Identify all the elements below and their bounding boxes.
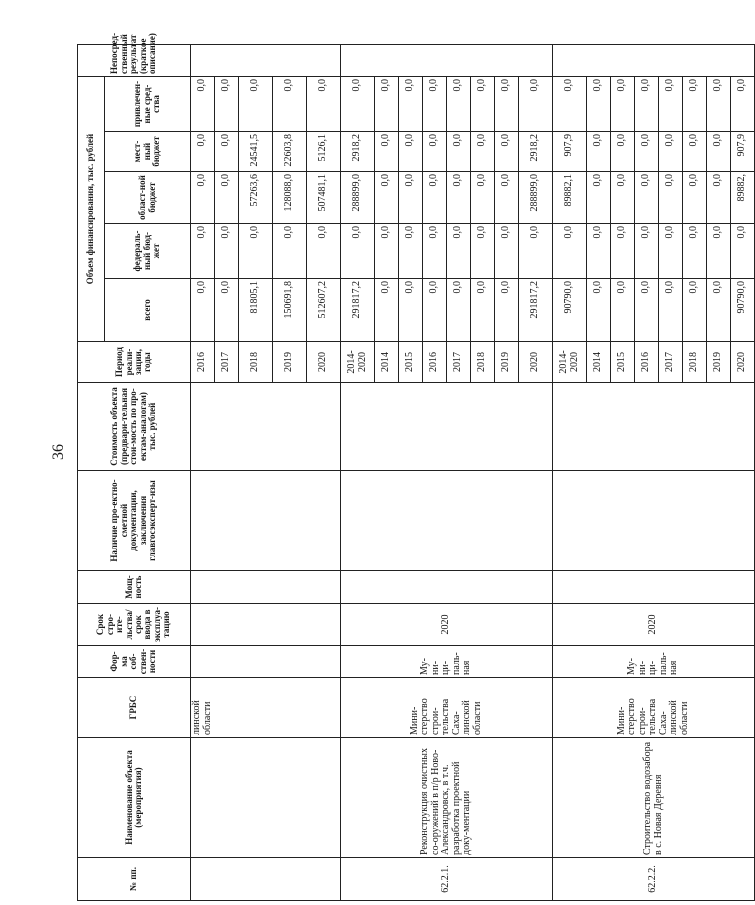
total-cell: 150691,8 xyxy=(273,279,307,342)
financing-table xyxy=(77,32,755,901)
regional-cell: 0,0 xyxy=(635,172,659,224)
regional-cell: 0,0 xyxy=(447,172,471,224)
regional-cell: 0,0 xyxy=(611,172,635,224)
attracted-cell: 0,0 xyxy=(495,77,519,132)
regional-cell: 0,0 xyxy=(683,172,707,224)
carry-result-cell xyxy=(191,45,341,77)
year-cell: 2019 xyxy=(495,342,519,383)
attracted-cell: 0,0 xyxy=(635,77,659,132)
attracted-cell: 0,0 xyxy=(659,77,683,132)
regional-cell: 128088,0 xyxy=(273,172,307,224)
regional-cell: 0,0 xyxy=(659,172,683,224)
header-design-docs: Наличие про-ектно-сметной документации, заключения главгосэксперт-изы xyxy=(78,471,191,571)
regional-cell: 0,0 xyxy=(191,172,215,224)
object-grbs-cell: Мини-стерство строи-тельства Саха-линской области xyxy=(341,678,553,738)
attracted-cell: 0,0 xyxy=(399,77,423,132)
attracted-cell: 0,0 xyxy=(375,77,399,132)
regional-cell: 0,0 xyxy=(471,172,495,224)
year-cell: 2017 xyxy=(447,342,471,383)
object-result-cell xyxy=(553,45,755,77)
regional-cell: 0,0 xyxy=(215,172,239,224)
year-cell: 2014-2020 xyxy=(553,342,587,383)
attracted-cell: 0,0 xyxy=(191,77,215,132)
object-capacity-cell xyxy=(553,571,755,604)
carry-deadline-cell xyxy=(191,604,341,646)
attracted-cell: 0,0 xyxy=(553,77,587,132)
federal-cell: 0,0 xyxy=(341,224,375,279)
regional-cell: 0,0 xyxy=(495,172,519,224)
federal-cell: 0,0 xyxy=(587,224,611,279)
object-name-cell: Реконструкция очистных со-оружений в п/р Ново-Александровск, в т.ч. разработка проектной доку-ментации xyxy=(341,738,553,858)
attracted-cell: 0,0 xyxy=(447,77,471,132)
object-no-cell: 62.2.1. xyxy=(341,858,553,901)
total-cell: 0,0 xyxy=(191,279,215,342)
local-cell: 0,0 xyxy=(659,132,683,172)
total-cell: 0,0 xyxy=(423,279,447,342)
federal-cell: 0,0 xyxy=(635,224,659,279)
total-cell: 291817,2 xyxy=(341,279,375,342)
header-period: Период реали-зации, годы xyxy=(78,342,191,383)
total-cell: 0,0 xyxy=(399,279,423,342)
object-grbs-cell: Мини-стерство строи-тельства Саха-линской области xyxy=(553,678,755,738)
federal-cell: 0,0 xyxy=(273,224,307,279)
carry-ownership-cell xyxy=(191,646,341,678)
object-ownership-cell: Му-ни-ци-паль-ная xyxy=(553,646,755,678)
year-cell: 2016 xyxy=(191,342,215,383)
total-cell: 0,0 xyxy=(683,279,707,342)
local-cell: 0,0 xyxy=(707,132,731,172)
local-cell: 0,0 xyxy=(495,132,519,172)
federal-cell: 0,0 xyxy=(423,224,447,279)
year-cell: 2016 xyxy=(423,342,447,383)
carry-docs-cell xyxy=(191,471,341,571)
local-cell: 0,0 xyxy=(471,132,495,172)
regional-cell: 507481,1 xyxy=(307,172,341,224)
object-deadline-cell: 2020 xyxy=(341,604,553,646)
carry-grbs-cell: линской области xyxy=(191,678,341,738)
local-cell: 0,0 xyxy=(399,132,423,172)
object-name-cell: Строительство водозабора в с. Новая Деревня xyxy=(553,738,755,858)
object-docs-cell xyxy=(553,471,755,571)
federal-cell: 0,0 xyxy=(239,224,273,279)
federal-cell: 0,0 xyxy=(399,224,423,279)
header-row xyxy=(78,45,105,901)
total-cell: 0,0 xyxy=(471,279,495,342)
year-cell: 2015 xyxy=(399,342,423,383)
header-financing: Объем финансирования, тыс. рублей xyxy=(78,77,105,342)
federal-cell: 0,0 xyxy=(659,224,683,279)
table-row xyxy=(191,45,215,901)
header-capacity: Мощ-ность xyxy=(78,571,191,604)
year-cell: 2017 xyxy=(215,342,239,383)
attracted-cell: 0,0 xyxy=(423,77,447,132)
year-cell: 2014 xyxy=(375,342,399,383)
local-cell: 907,9 xyxy=(731,132,755,172)
attracted-cell: 0,0 xyxy=(683,77,707,132)
header-deadline: Срок стро-ите-льства/срок ввода в эксплуа-тацию xyxy=(78,604,191,646)
total-cell: 0,0 xyxy=(587,279,611,342)
year-cell: 2019 xyxy=(707,342,731,383)
carry-capacity-cell xyxy=(191,571,341,604)
table-row xyxy=(553,45,587,901)
local-cell: 24541,5 xyxy=(239,132,273,172)
federal-cell: 0,0 xyxy=(683,224,707,279)
header-federal: федераль-ный бюд-жет xyxy=(105,224,191,279)
year-cell: 2014 xyxy=(587,342,611,383)
attracted-cell: 0,0 xyxy=(341,77,375,132)
local-cell: 0,0 xyxy=(215,132,239,172)
year-cell: 2020 xyxy=(307,342,341,383)
total-cell: 90790,0 xyxy=(553,279,587,342)
federal-cell: 0,0 xyxy=(447,224,471,279)
attracted-cell: 0,0 xyxy=(731,77,755,132)
federal-cell: 0,0 xyxy=(707,224,731,279)
regional-cell: 288899,0 xyxy=(519,172,553,224)
object-ownership-cell: Му-ни-ци-паль-ная xyxy=(341,646,553,678)
total-cell: 0,0 xyxy=(659,279,683,342)
object-docs-cell xyxy=(341,471,553,571)
regional-cell: 57263,6 xyxy=(239,172,273,224)
attracted-cell: 0,0 xyxy=(611,77,635,132)
federal-cell: 0,0 xyxy=(553,224,587,279)
object-capacity-cell xyxy=(341,571,553,604)
federal-cell: 0,0 xyxy=(215,224,239,279)
header-local: мест-ный бюджет xyxy=(105,132,191,172)
local-cell: 2918,2 xyxy=(519,132,553,172)
year-cell: 2020 xyxy=(731,342,755,383)
local-cell: 0,0 xyxy=(611,132,635,172)
total-cell: 0,0 xyxy=(215,279,239,342)
local-cell: 0,0 xyxy=(375,132,399,172)
federal-cell: 0,0 xyxy=(519,224,553,279)
attracted-cell: 0,0 xyxy=(471,77,495,132)
object-cost-cell xyxy=(341,383,553,471)
federal-cell: 0,0 xyxy=(495,224,519,279)
local-cell: 907,9 xyxy=(553,132,587,172)
header-attracted: привлечен-ные сред-ства xyxy=(105,77,191,132)
document-page xyxy=(77,32,748,901)
local-cell: 0,0 xyxy=(447,132,471,172)
attracted-cell: 0,0 xyxy=(239,77,273,132)
carry-no-cell xyxy=(191,858,341,901)
regional-cell: 288899,0 xyxy=(341,172,375,224)
year-cell: 2014-2020 xyxy=(341,342,375,383)
carry-cost-cell xyxy=(191,383,341,471)
regional-cell: 0,0 xyxy=(399,172,423,224)
page-number: 36 xyxy=(50,444,67,460)
total-cell: 0,0 xyxy=(707,279,731,342)
federal-cell: 0,0 xyxy=(611,224,635,279)
regional-cell: 89882,1 xyxy=(553,172,587,224)
total-cell: 0,0 xyxy=(611,279,635,342)
local-cell: 0,0 xyxy=(635,132,659,172)
total-cell: 0,0 xyxy=(447,279,471,342)
local-cell: 22603,8 xyxy=(273,132,307,172)
year-cell: 2019 xyxy=(273,342,307,383)
header-cost: Стоимость объекта (предвари-тельная стои-мость по про-ектам-аналогам) тыс. рублей xyxy=(78,383,191,471)
attracted-cell: 0,0 xyxy=(519,77,553,132)
header-no: № пп. xyxy=(78,858,191,901)
object-deadline-cell: 2020 xyxy=(553,604,755,646)
attracted-cell: 0,0 xyxy=(307,77,341,132)
header-result: Непосред-ственный результат (краткое описание) xyxy=(78,45,191,77)
regional-cell: 0,0 xyxy=(587,172,611,224)
regional-cell: 0,0 xyxy=(707,172,731,224)
year-cell: 2020 xyxy=(519,342,553,383)
year-cell: 2018 xyxy=(471,342,495,383)
object-result-cell xyxy=(341,45,553,77)
year-cell: 2018 xyxy=(239,342,273,383)
total-cell: 90790,0 xyxy=(731,279,755,342)
total-cell: 0,0 xyxy=(635,279,659,342)
object-no-cell: 62.2.2. xyxy=(553,858,755,901)
federal-cell: 0,0 xyxy=(191,224,215,279)
federal-cell: 0,0 xyxy=(375,224,399,279)
total-cell: 291817,2 xyxy=(519,279,553,342)
local-cell: 2918,2 xyxy=(341,132,375,172)
local-cell: 0,0 xyxy=(587,132,611,172)
year-cell: 2015 xyxy=(611,342,635,383)
table-row xyxy=(341,45,375,901)
header-grbs: ГРБС xyxy=(78,678,191,738)
object-cost-cell xyxy=(553,383,755,471)
regional-cell: 0,0 xyxy=(375,172,399,224)
total-cell: 81805,1 xyxy=(239,279,273,342)
header-ownership: Фор-ма соб-ствен-ности xyxy=(78,646,191,678)
attracted-cell: 0,0 xyxy=(273,77,307,132)
header-regional: област-ной бюджет xyxy=(105,172,191,224)
total-cell: 0,0 xyxy=(375,279,399,342)
total-cell: 0,0 xyxy=(495,279,519,342)
header-total: всего xyxy=(105,279,191,342)
regional-cell: 89882, xyxy=(731,172,755,224)
attracted-cell: 0,0 xyxy=(215,77,239,132)
total-cell: 512607,2 xyxy=(307,279,341,342)
year-cell: 2017 xyxy=(659,342,683,383)
attracted-cell: 0,0 xyxy=(587,77,611,132)
local-cell: 0,0 xyxy=(683,132,707,172)
year-cell: 2016 xyxy=(635,342,659,383)
local-cell: 0,0 xyxy=(423,132,447,172)
local-cell: 5126,1 xyxy=(307,132,341,172)
carry-name-cell xyxy=(191,738,341,858)
attracted-cell: 0,0 xyxy=(707,77,731,132)
federal-cell: 0,0 xyxy=(731,224,755,279)
federal-cell: 0,0 xyxy=(307,224,341,279)
regional-cell: 0,0 xyxy=(423,172,447,224)
header-name: Наименование объекта (мероприятия) xyxy=(78,738,191,858)
year-cell: 2018 xyxy=(683,342,707,383)
local-cell: 0,0 xyxy=(191,132,215,172)
federal-cell: 0,0 xyxy=(471,224,495,279)
